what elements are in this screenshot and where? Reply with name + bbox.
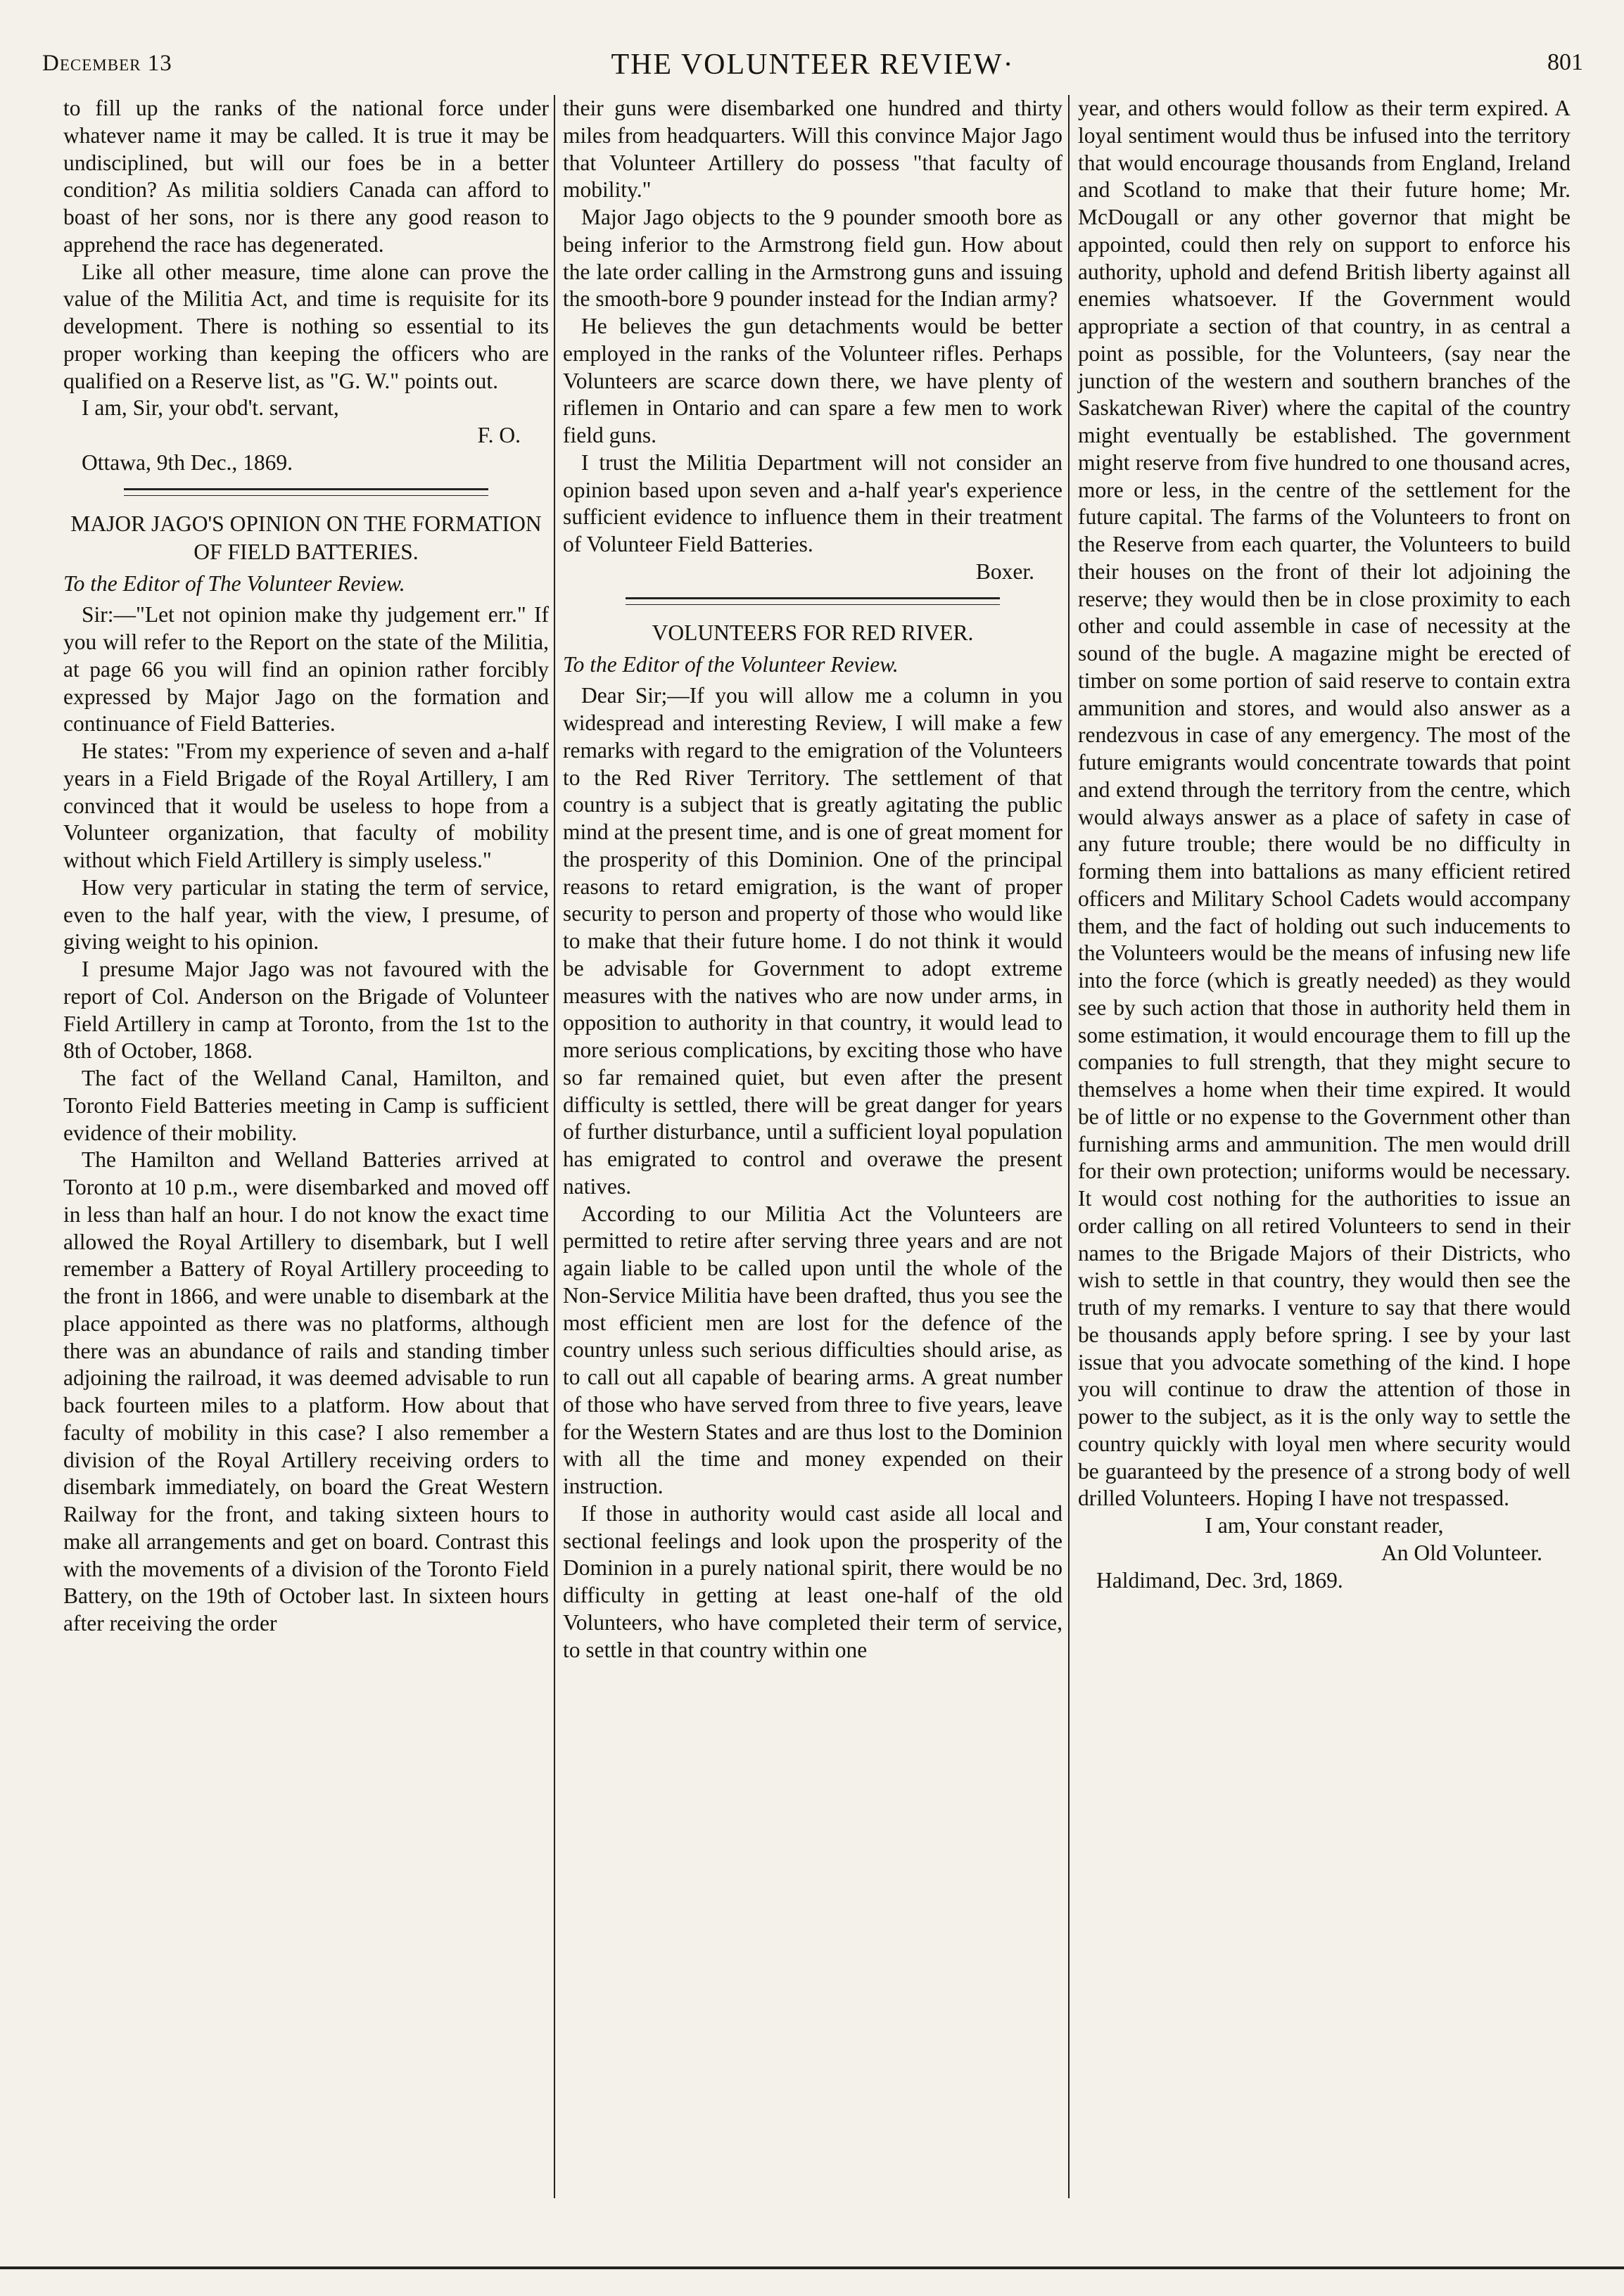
article-heading: MAJOR JAGO'S OPINION ON THE FORMATION OF FIELD BATTERIES. bbox=[70, 511, 542, 564]
paragraph: How very particular in stating the term of service, even to the half year, with the view, I presume, of giving weight to his opinion. bbox=[63, 874, 549, 955]
page-bottom-rule bbox=[0, 2266, 1624, 2269]
letter-place-date: Ottawa, 9th Dec., 1869. bbox=[82, 449, 293, 475]
column-3 bbox=[1078, 95, 1571, 2205]
page-header bbox=[42, 44, 1583, 86]
paragraph: year, and others would follow as their term expired. A loyal sentiment would thus be infused into the territory that would encourage thousands from England, Ireland and Scotland to make that their future home; Mr. McDougall or any other governor that might be appointed, could then rely on support to enforce his authority, uphold and defend British liberty against all enemies whatsoever. If the Government would appropriate a section of that country, in as central a point as possible, for the Volunteers, (say near the junction of the western and southern branches of the Saskatchewan River) where the capital of the country might eventually be established. The government might reserve from five hundred to one thousand acres, more or less, in the centre of the settlement for the future capital. The farms of the Volunteers to front on the Reserve from each quarter, the Volunteers to build their houses on the front of their lot adjoining the reserve; they would then be in close proximity to each other and could assemble in case of necessity at the sound of the bugle. A magazine might be erected of timber on some portion of said reserve to contain extra ammunition and stores, and would also answer as a rendezvous in case of any emergency. The most of the future emigrants would concentrate towards that point and extend through the territory from the centre, which would always answer as a place of safety in case of any future trouble; there would be no difficulty in forming them into battalions as many efficient retired officers and Military School Cadets would accompany them, and the fact of holding out such inducements to the Volunteers would be the means of infusing new life into the force (which is greatly needed) as they would see by such action that those in authority held them in some estimation, it would encourage them to fill up the companies to full strength, that they might secure to themselves a home when their time expired. It would be of little or no expense to the Government other than furnishing arms and ammunition. The men would drill for their own protection; uniforms would be necessary. It would cost nothing for the authorities to issue an order calling on all retired Volunteers to send in their names to the Brigade Majors of their Districts, who wish to settle in that country, they would then see the truth of my remarks. I venture to say that there would be thousands apply before spring. I see by your last issue that you advocate something of the kind. I hope you will continue to draw the attention of those in power to the subject, as it is the only way to settle the country quickly with loyal men where security would be guaranteed by the presence of a strong body of well drilled Volunteers. Hoping I have not trespassed. bbox=[1078, 96, 1571, 1511]
section-divider bbox=[626, 597, 1001, 605]
column-rule bbox=[1068, 95, 1070, 2198]
paragraph: to fill up the ranks of the national force under whatever name it may be called. It is true it may be undisciplined, but will our foes be in a better condition? As militia soldiers Canada can afford to boast of her sons, nor is there any good reason to apprehend the race has degenerated. bbox=[63, 96, 549, 257]
section-divider bbox=[124, 488, 488, 496]
newspaper-title: THE VOLUNTEER REVIEW· bbox=[611, 49, 1015, 81]
letter-signature: F. O. bbox=[477, 423, 521, 447]
letter-signature: An Old Volunteer. bbox=[1381, 1540, 1542, 1565]
letter-place-date: Haldimand, Dec. 3rd, 1869. bbox=[1096, 1567, 1343, 1593]
paragraph: The fact of the Welland Canal, Hamilton, and Toronto Field Batteries meeting in Camp is sufficient evidence of their mobility. bbox=[63, 1066, 549, 1145]
column-1 bbox=[63, 95, 549, 2205]
paragraph: He states: "From my experience of seven and a-half years in a Field Brigade of the Royal Artillery, I am convinced that it would be useless to hope from a Volunteer organization, that faculty of mobility without which Field Artillery is simply useless." bbox=[63, 739, 549, 872]
page-number: 801 bbox=[1547, 49, 1583, 75]
paragraph: He believes the gun detachments would be better employed in the ranks of the Volunteer rifles. Perhaps Volunteers are scarce down there, we have plenty of riflemen in Ontario and can spare a few men to work field guns. bbox=[563, 314, 1062, 447]
paragraph: Like all other measure, time alone can prove the value of the Militia Act, and time is requisite for its development. There is nothing so essential to its proper working than keeping the officers who are qualified on a Reserve list, as "G. W." points out. bbox=[63, 259, 549, 393]
article-heading: VOLUNTEERS FOR RED RIVER. bbox=[652, 620, 974, 645]
editor-line: To the Editor of The Volunteer Review. bbox=[63, 570, 405, 596]
editor-line: To the Editor of the Volunteer Review. bbox=[563, 651, 899, 677]
header-date: December 13 bbox=[42, 51, 172, 76]
paragraph: Sir:—"Let not opinion make thy judgement err." If you will refer to the Report on the state of the Militia, at page 66 you will find an opinion rather forcibly expressed by Major Jago on the formation and continuance of Field Batteries. bbox=[63, 602, 549, 736]
column-2 bbox=[563, 95, 1062, 2205]
letter-signature: Boxer. bbox=[975, 559, 1034, 584]
paragraph: I trust the Militia Department will not consider an opinion based upon seven and a-half year's experience sufficient evidence to influence them in their treatment of Volunteer Field Batteries. bbox=[563, 449, 1062, 556]
paragraph: I presume Major Jago was not favoured with the report of Col. Anderson on the Brigade of Volunteer Field Artillery in camp at Toronto, from the 1st to the 8th of October, 1868. bbox=[63, 957, 549, 1064]
paragraph: According to our Militia Act the Volunteers are permitted to retire after serving three years and are not again liable to be called upon until the whole of the Non-Service Militia have been drafted, thus you see the most efficient men are lost for the defence of the country unless such serious difficulties should arise, as to call out all capable of bearing arms. A great number of those who have served from three to five years, leave for the Western States and are thus lost to the Dominion with all the time and money expended on their instruction. bbox=[563, 1201, 1062, 1498]
paragraph: Major Jago objects to the 9 pounder smooth bore as being inferior to the Armstrong field gun. How about the late order calling in the Armstrong guns and issuing the smooth-bore 9 pounder instead for the Indian army? bbox=[563, 205, 1062, 312]
paragraph: The Hamilton and Welland Batteries arrived at Toronto at 10 p.m., were disembarked and moved off in less than half an hour. I do not know the exact time allowed the Royal Artillery to disembark, but I well remember a Battery of Royal Artillery proceeding to the front in 1866, and were unable to disembark at the place appointed as there was no platforms, although there was an abundance of rails and standing timber adjoining the railroad, it was deemed advisable to run back fourteen miles to a platform. How about that faculty of mobility in this case? I also remember a division of the Royal Artillery receiving orders to disembark immediately, on board the Great Western Railway for the front, and taking sixteen hours to make all arrangements and get on board. Contrast this with the movements of a division of the Toronto Field Battery, on the 19th of October last. In sixteen hours after receiving the order bbox=[63, 1147, 549, 1635]
letter-closing: I am, Your constant reader, bbox=[1205, 1513, 1444, 1538]
paragraph: Dear Sir;—If you will allow me a column in you widespread and interesting Review, I will make a few remarks with regard to the emigration of the Volunteers to the Red River Territory. The settlement of that country is a subject that is greatly agitating the public mind at the present time, and is one of great moment for the prosperity of this Dominion. One of the principal reasons to retard emigration, is the want of proper security to person and property of those who would like to make that their future home. I do not think it would be advisable for Government to adopt extreme measures with the natives who are now under arms, in opposition to authority in that country, it would lead to more serious complications, by exciting those who have so far remained quiet, but even after the present difficulty is settled, there will be great danger for years of further disturbance, until a sufficient loyal population has emigrated to control and overawe the present natives. bbox=[563, 683, 1062, 1199]
paragraph: If those in authority would cast aside all local and sectional feelings and look upon the prosperity of the Dominion in a purely national spirit, there would be no difficulty in getting at least one-half of the old Volunteers, who have completed their term of service, to settle in that country within one bbox=[563, 1500, 1062, 1662]
paragraph: their guns were disembarked one hundred and thirty miles from headquarters. Will this convince Major Jago that Volunteer Artillery do possess "that faculty of mobility." bbox=[563, 96, 1062, 203]
column-rule bbox=[554, 95, 555, 2198]
letter-closing: I am, Sir, your obd't. servant, bbox=[82, 395, 339, 421]
